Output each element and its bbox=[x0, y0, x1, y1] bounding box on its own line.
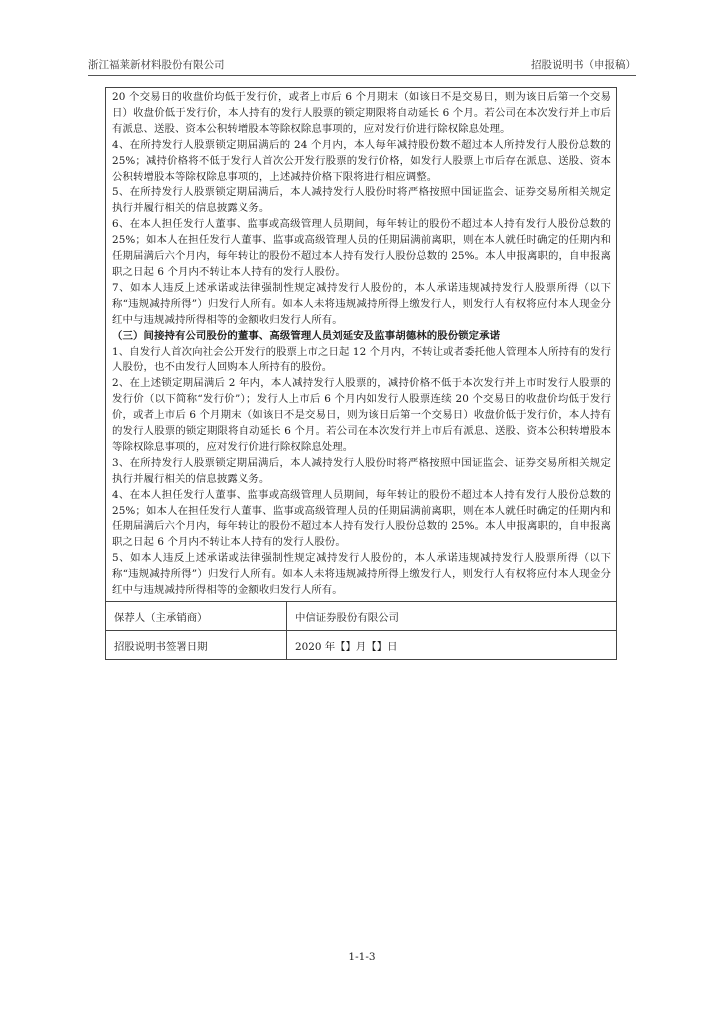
header-divider bbox=[88, 75, 636, 76]
commitment-paragraph: 7、如本人违反上述承诺或法律强制性规定减持发行人股份的，本人承诺违规减持发行人股票所得（以下称“违规减持所得”）归发行人所有。如本人未将违规减持所得上缴发行人，则发行人有权将应付本人现金分红中与违规减持所得相等的金额收归发行人所有。 bbox=[112, 281, 611, 326]
commitment-paragraph: 20 个交易日的收盘价均低于发行价，或者上市后 6 个月期末（如该日不是交易日，则为该日后第一个交易日）收盘价低于发行价，本人持有的发行人股票的锁定期限将自动延长 6 个月。若公司在本次发行并上市后有派息、送股、资本公积转增股本等除权除息事项的，应对发行价进行除权除息处理。 bbox=[112, 91, 611, 135]
page-header bbox=[88, 57, 636, 75]
info-value: 2020 年【】月【】日 bbox=[287, 631, 617, 660]
issuance-info-table bbox=[106, 601, 616, 659]
info-row bbox=[106, 631, 616, 660]
commitment-table bbox=[105, 87, 617, 660]
info-value: 中信证券股份有限公司 bbox=[287, 602, 617, 631]
commitment-paragraph: 2、在上述锁定期届满后 2 年内，本人减持发行人股票的，减持价格不低于本次发行并上市时发行人股票的发行价（以下简称“发行价”）；发行人上市后 6 个月内如发行人股票连续 20 个交易日的收盘价均低于发行价，或者上市后 6 个月期末（如该日不是交易日，则为该日后第一个交易日）收盘价低于发行价，本人持有的发行人股票的锁定期限将自动延长 6 个月。若公司在本次发行并上市后有派息、送股、资本公积转增股本等除权除息事项的，应对发行价进行除权除息处理。 bbox=[112, 377, 611, 453]
info-row bbox=[106, 602, 616, 631]
commitment-paragraph: 6、在本人担任发行人董事、监事或高级管理人员期间，每年转让的股份不超过本人持有发行人股份总数的 25%；如本人在担任发行人董事、监事或高级管理人员的任期届满前离职，则在本人就任时确定的任期内和任期届满后六个月内，每年转让的股份不超过本人持有发行人股份总数的 25%。本人申报离职的，自申报离职之日起 6 个月内不转让本人持有的发行人股份。 bbox=[112, 218, 611, 278]
commitment-paragraph: 5、在所持发行人股票锁定期届满后，本人减持发行人股份时将严格按照中国证监会、证券交易所相关规定执行并履行相关的信息披露义务。 bbox=[112, 186, 611, 215]
header-company-name: 浙江福莱新材料股份有限公司 bbox=[88, 59, 225, 71]
header-document-type: 招股说明书（申报稿） bbox=[531, 59, 636, 71]
commitment-text-cell bbox=[106, 88, 616, 601]
commitment-paragraph: 1、自发行人首次向社会公开发行的股票上市之日起 12 个月内，不转让或者委托他人管理本人所持有的发行人股份，也不由发行人回购本人所持有的股份。 bbox=[112, 345, 612, 374]
commitment-paragraph: 3、在所持发行人股票锁定期届满后，本人减持发行人股份时将严格按照中国证监会、证券交易所相关规定执行并履行相关的信息披露义务。 bbox=[112, 456, 611, 485]
page-number: 1-1-3 bbox=[348, 951, 376, 963]
commitment-paragraph: 4、在所持发行人股票锁定期届满后的 24 个月内，本人每年减持股份数不超过本人所持发行人股份总数的 25%；减持价格将不低于发行人首次公开发行股票的发行价格，如发行人股票上市后存在派息、送股、资本公积转增股本等除权除息事项的，上述减持价格下限将进行相应调整。 bbox=[112, 138, 611, 183]
info-label: 保荐人（主承销商） bbox=[106, 602, 287, 631]
info-label: 招股说明书签署日期 bbox=[106, 631, 287, 660]
commitment-paragraph: 4、在本人担任发行人董事、监事或高级管理人员期间，每年转让的股份不超过本人持有发行人股份总数的 25%；如本人在担任发行人董事、监事或高级管理人员的任期届满前离职，则在本人就任时确定的任期内和任期届满后六个月内，每年转让的股份不超过本人持有发行人股份总数的 25%。本人申报离职的，自申报离职之日起 6 个月内不转让本人持有的发行人股份。 bbox=[112, 488, 611, 549]
commitment-paragraph: 5、如本人违反上述承诺或法律强制性规定减持发行人股份的，本人承诺违规减持发行人股票所得（以下称“违规减持所得”）归发行人所有。如本人未将违规减持所得上缴发行人，则发行人有权将应付本人现金分红中与违规减持所得相等的金额收归发行人所有。 bbox=[112, 552, 611, 597]
section-heading: （三）间接持有公司股份的董事、高级管理人员刘延安及监事胡德林的股份锁定承诺 bbox=[112, 329, 501, 342]
